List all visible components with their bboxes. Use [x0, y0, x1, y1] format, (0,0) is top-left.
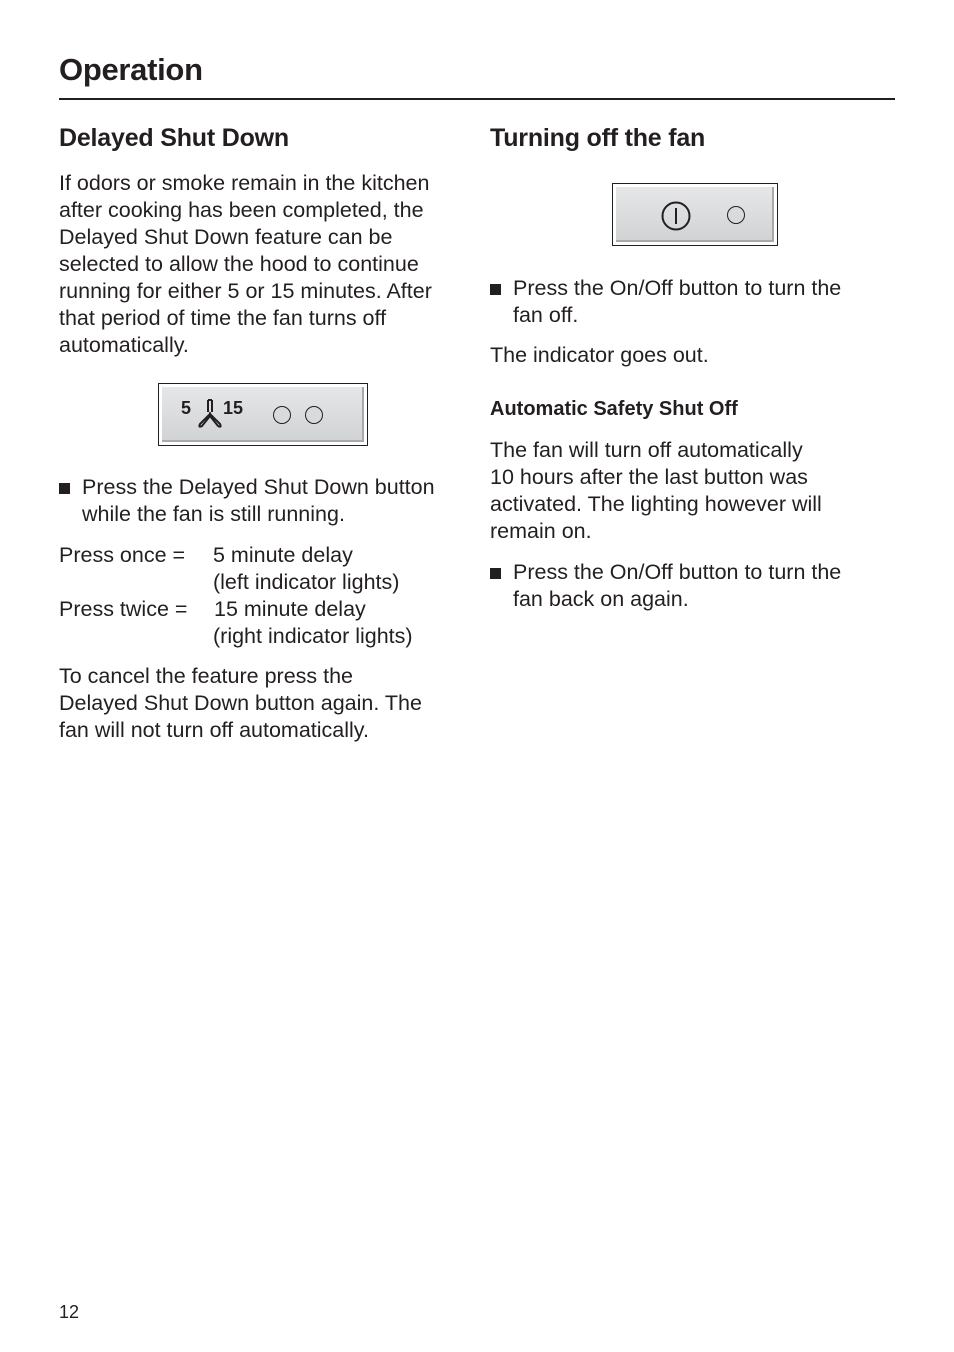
bullet-square-icon — [490, 284, 501, 295]
press-twice-value: 15 minute delay — [214, 597, 366, 621]
panel-label-5: 5 — [181, 398, 192, 418]
press-twice-label: Press twice = — [59, 597, 188, 621]
press-once-label: Press once = — [59, 543, 186, 567]
bullet-square-icon — [59, 483, 70, 494]
fan-icon — [194, 398, 226, 430]
press-twice-note: (right indicator lights) — [213, 624, 413, 648]
delayed-shut-down-panel — [158, 383, 368, 446]
section-heading-delayed-shut-down: Delayed Shut Down — [59, 124, 289, 152]
panel-label-15: 15 — [223, 398, 244, 418]
bullet-press-delayed: Press the Delayed Shut Down button while the fan is still running. — [59, 474, 435, 528]
bullet-press-on-again: Press the On/Off button to turn the fan back on again. — [490, 559, 841, 613]
intro-paragraph: If odors or smoke remain in the kitchen after cooking has been completed, the Delayed Shut Down feature can be selected to allow the hood to continue running for either 5 or 15 minutes. After that period of time the fan turns off automatically. — [59, 171, 432, 357]
power-icon — [660, 200, 692, 232]
bullet-press-on-off: Press the On/Off button to turn the fan off. — [490, 275, 841, 329]
section-heading-turning-off: Turning off the fan — [490, 124, 706, 152]
fan-indicator-light — [727, 206, 745, 224]
subheading-safety-shut-off: Automatic Safety Shut Off — [490, 398, 738, 420]
title-rule — [59, 98, 895, 100]
press-once-value: 5 minute delay — [213, 543, 353, 567]
press-once-note: (left indicator lights) — [213, 570, 400, 594]
right-indicator-light — [305, 406, 323, 424]
page-number: 12 — [59, 1302, 80, 1322]
on-off-panel — [612, 183, 778, 246]
left-indicator-light — [273, 406, 291, 424]
indicator-text: The indicator goes out. — [490, 343, 709, 367]
page-title: Operation — [59, 52, 203, 87]
cancel-paragraph: To cancel the feature press the Delayed Shut Down button again. The fan will not turn off automatically. — [59, 664, 422, 742]
bullet-square-icon — [490, 568, 501, 579]
safety-paragraph: The fan will turn off automatically 10 hours after the last button was activated. The lighting however will remain on. — [490, 438, 822, 543]
